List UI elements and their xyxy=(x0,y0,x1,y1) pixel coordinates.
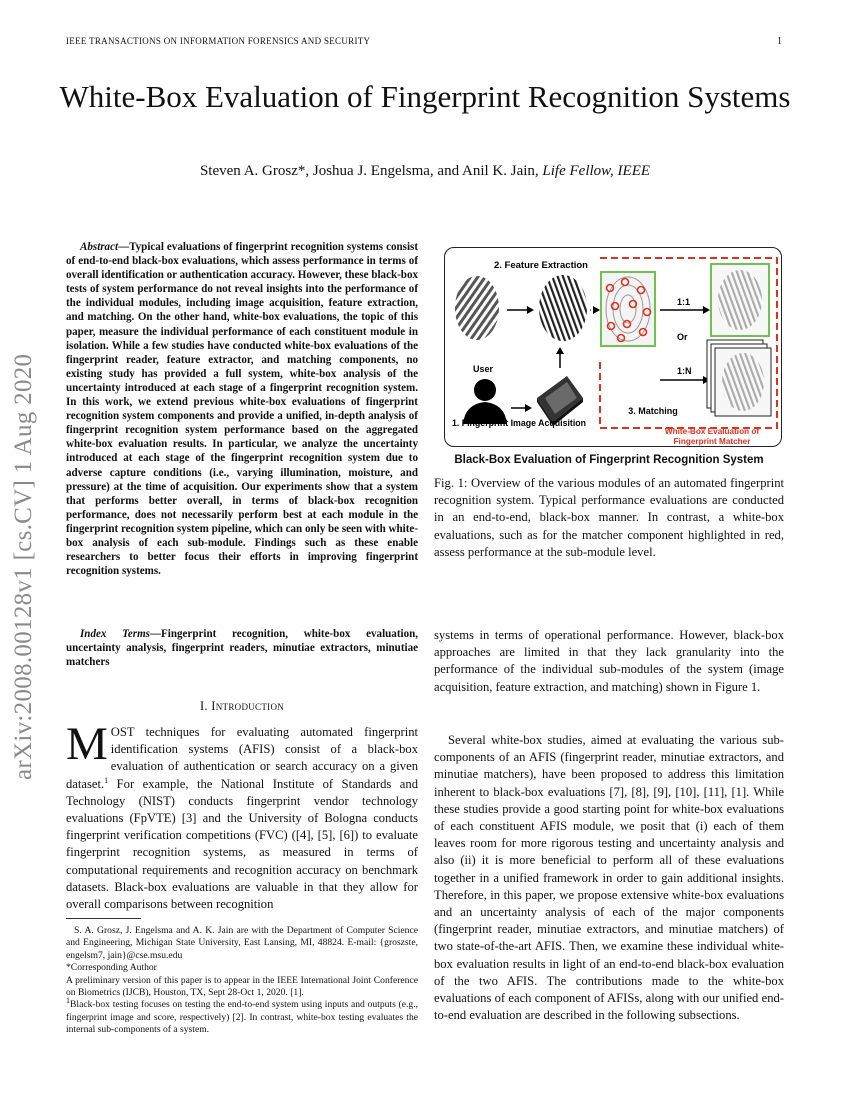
authors-names: Steven A. Grosz*, Joshua J. Engelsma, and Anil K. Jain, xyxy=(199,163,543,179)
index-terms-text: —Fingerprint recognition, white-box evaluation, uncertainty analysis, fingerprint readers, minutiae extractors, minutiae matchers xyxy=(66,628,418,669)
label-1-to-n: 1:N xyxy=(677,366,692,376)
figure-diagram xyxy=(445,248,783,448)
section-title: Introduction xyxy=(211,699,285,713)
intro-caps: OST xyxy=(110,725,135,739)
footnote-1-marker: 1 xyxy=(66,996,70,1006)
label-matching: 3. Matching xyxy=(628,406,678,416)
running-head: IEEE TRANSACTIONS ON INFORMATION FORENSICS AND SECURITY xyxy=(66,36,371,46)
figure-box-title: Black-Box Evaluation of Fingerprint Recognition System xyxy=(454,454,764,466)
label-acquisition: 1. Fingerprint Image Acquisition xyxy=(451,418,587,428)
intro-text-b: For example, the National Institute of Standards and Technology (NIST) conducts fingerprint vendor technology evaluations (FpVTE) [3] and the University of Bologna conducts fingerprint verification competitions (FVC) ([4], [5], [6]) to evaluate fingerprint recognition systems, as measured in terms of computational requirements and recognition accuracy on benchmark datasets. Black-box evaluations are valuable in that they allow for overall comparisons between recognition xyxy=(66,776,418,912)
arrow-up-icon xyxy=(556,347,564,354)
footnote-marker: 1 xyxy=(104,775,109,785)
arrow-right-icon xyxy=(525,404,532,412)
arrow-right-icon xyxy=(527,306,534,314)
paper-title: White-Box Evaluation of Fingerprint Recognition Systems xyxy=(59,79,791,114)
label-feature-extraction: 2. Feature Extraction xyxy=(494,260,588,271)
abstract xyxy=(66,240,418,578)
abstract-lead: Abstract xyxy=(80,241,119,253)
intro-text-a: techniques for evaluating automated fingerprint identification systems (AFIS) consist of a black-box evaluation of authentication or search accuracy on a given dataset. xyxy=(66,725,418,791)
abstract-text: —Typical evaluations of fingerprint recognition systems consist of end-to-end black-box evaluations, which assess performance in terms of overall identification or authentication accuracy. However, these black-box tests of system performance do not reveal insights into the performance of the individual modules, including image acquisition, feature extraction, and matching. On the other hand, white-box evaluations, the topic of this paper, measure the individual performance of each constituent module in isolation. While a few studies have conducted white-box evaluations of the fingerprint reader, feature extractor, and matching components, no existing study has provided a full system, white-box analysis of the uncertainty introduced at each stage of a fingerprint recognition system. In this work, we extend previous white-box evaluations of fingerprint recognition system components and provide a unified, in-depth analysis of fingerprint recognition system performance based on the aggregated white-box evaluation results. In particular, we analyze the uncertainty introduced at each stage of the fingerprint recognition system due to adverse capture conditions (i.e., varying illumination, moisture, and pressure) at the time of acquisition. Our experiments show that a system that performs better overall, in terms of black-box recognition performance, does not necessarily perform best at each module in the fingerprint recognition system pipeline, which can only be seen with white-box analysis of each sub-module. Findings such as these enable researchers to better focus their efforts in improving fingerprint recognition systems. xyxy=(66,241,418,578)
gallery-fingerprints-1toN xyxy=(707,340,771,416)
raw-fingerprint-image xyxy=(455,276,499,340)
figure-caption: Fig. 1: Overview of the various modules of an automated fingerprint recognition system. Typical performance evaluations are conducted in an end-to-end, black-box manner. In contrast, a white-box evaluations, such as for the matcher component highlighted in red, assess performance at the sub-module level. xyxy=(434,476,784,559)
footnote-preliminary: A preliminary version of this paper is to appear in the IEEE International Joint Conference on Biometrics (IJCB), Houston, TX, Sept 28-Oct 1, 2020. [1]. xyxy=(66,974,418,999)
footnote-affiliation: S. A. Grosz, J. Engelsma and A. K. Jain are with the Department of Computer Science and Engineering, Michigan State University, East Lansing, MI, 48824. E-mail: {groszste, engelsm7, jain}@cse.msu.edu xyxy=(66,925,418,961)
label-whitebox-line1: White-Box Evaluation of xyxy=(664,427,760,436)
footnote-rule xyxy=(66,918,141,919)
drop-cap: M xyxy=(66,718,108,770)
arxiv-identifier: arXiv:2008.00128v1 [cs.CV] 1 Aug 2020 xyxy=(10,353,37,780)
author-list xyxy=(40,163,810,180)
right-paragraph-1: systems in terms of operational performance. However, black-box approaches are limited in that they lack granularity into the performance of the individual sub-modules of the system (image acquisition, feature extraction, and matching) shown in Figure 1. xyxy=(434,628,784,694)
index-terms-lead: Index Terms xyxy=(80,628,150,640)
index-terms xyxy=(66,627,418,669)
figure-1 xyxy=(444,247,782,447)
arrow-right-icon xyxy=(593,306,600,314)
footnotes xyxy=(66,925,418,1037)
label-user: User xyxy=(472,364,494,374)
section-heading xyxy=(66,699,418,714)
right-paragraph-2: Several white-box studies, aimed at evaluating the various sub-components of an AFIS (fingerprint reader, minutiae extractors, and minutiae matchers), have been proposed to address this limitation inherent to black-box evaluations [7], [8], [9], [10], [11], [1]. While these studies provide a good starting point for white-box evaluations of each constituent AFIS module, we posit that (i) each of them leaves room for more rigorous testing and uncertainty analysis and also (ii) it is more beneficial to perform all of these evaluations together in a unified framework in order to gain additional insights. Therefore, in this paper, we propose extensive white-box evaluations and an uncertainty analysis of each of the major components (fingerprint reader, minutiae extractors, and minutiae matchers) of two state-of-the-art AFIS. Then, we examine these individual white-box evaluation results in light of an end-to-end black-box evaluation of the two AFIS. The contributions made to the white-box evaluations of each component of AFISs, along with our unified end-to-end evaluation are described in the following subsections. xyxy=(434,733,784,1023)
intro-paragraph xyxy=(66,718,418,913)
footnote-1 xyxy=(66,996,418,1036)
footnote-corresponding: *Corresponding Author xyxy=(66,962,157,974)
authors-suffix: Life Fellow, IEEE xyxy=(542,163,651,179)
arrow-right-icon xyxy=(703,306,710,314)
label-whitebox-line2: Fingerprint Matcher xyxy=(673,437,751,446)
section-number: I. xyxy=(199,699,212,713)
enhanced-fingerprint-image xyxy=(539,275,587,341)
label-or: Or xyxy=(677,332,688,342)
label-1-to-1: 1:1 xyxy=(677,297,691,307)
page-number: 1 xyxy=(777,36,782,47)
footnote-1-text: Black-box testing focuses on testing the end-to-end system using inputs and outputs (e.g., fingerprint image and score, respectively) [2]. In contrast, white-box testing evaluates the internal sub-components of a system. xyxy=(66,999,418,1036)
